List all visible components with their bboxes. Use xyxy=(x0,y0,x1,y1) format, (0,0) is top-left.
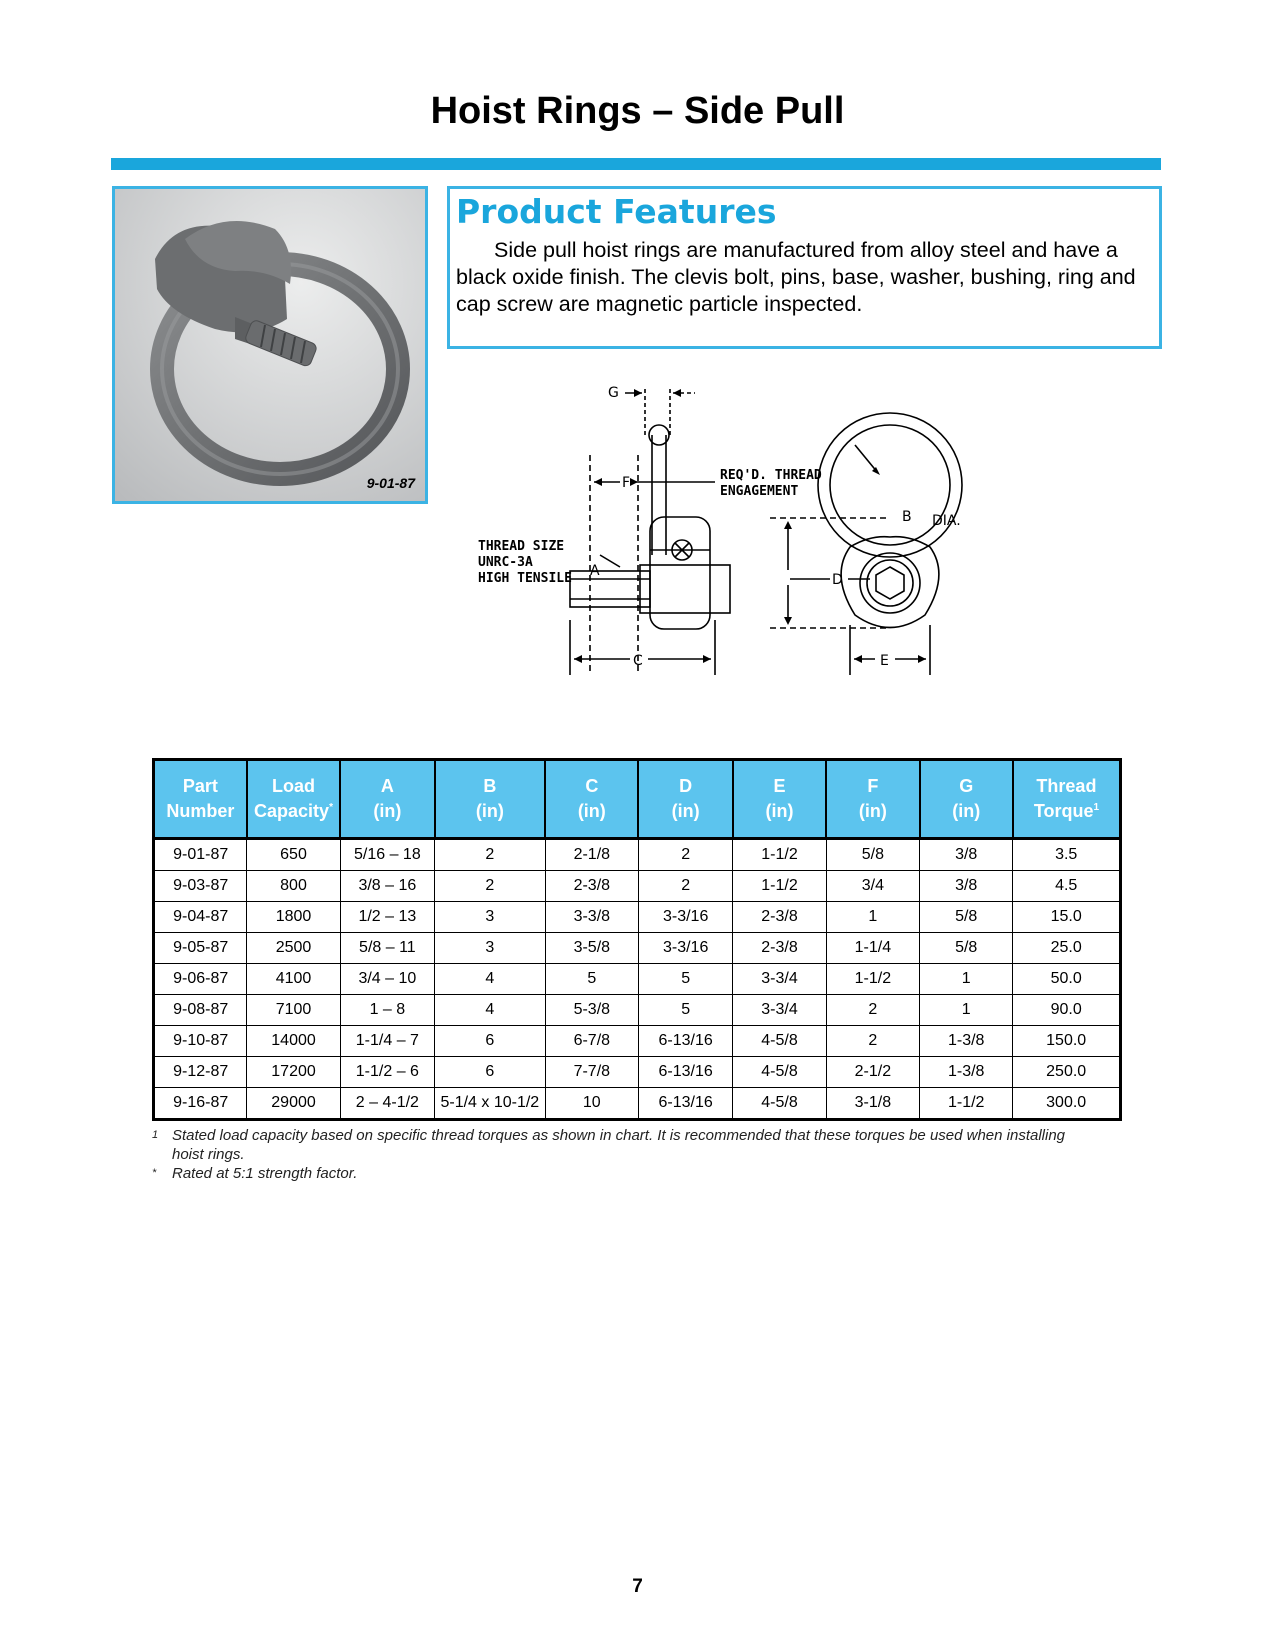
table-cell: 3-5/8 xyxy=(545,933,638,964)
label-e: E xyxy=(880,653,889,669)
header-b: B (in) xyxy=(435,760,546,839)
table-row xyxy=(154,902,1121,933)
table-cell: 5/16 – 18 xyxy=(340,839,434,871)
table-cell: 2500 xyxy=(247,933,340,964)
table-row xyxy=(154,964,1121,995)
table-cell: 14000 xyxy=(247,1026,340,1057)
table-cell: 1-1/4 xyxy=(826,933,919,964)
table-cell: 1-1/2 xyxy=(826,964,919,995)
table-cell: 3 xyxy=(435,933,546,964)
table-cell: 9-01-87 xyxy=(154,839,247,871)
table-cell: 15.0 xyxy=(1013,902,1121,933)
table-row xyxy=(154,871,1121,902)
table-cell: 2 xyxy=(826,1026,919,1057)
table-row xyxy=(154,839,1121,871)
table-cell: 2 xyxy=(435,839,546,871)
label-d: D xyxy=(832,572,843,588)
table-cell: 10 xyxy=(545,1088,638,1120)
table-cell: 3/8 xyxy=(920,871,1013,902)
table-cell: 3/4 xyxy=(826,871,919,902)
table-cell: 6-13/16 xyxy=(638,1057,732,1088)
label-thread-size-3: HIGH TENSILE xyxy=(478,571,572,586)
label-b: B xyxy=(902,509,912,525)
table-cell: 150.0 xyxy=(1013,1026,1121,1057)
table-cell: 2-3/8 xyxy=(733,933,826,964)
footnote-2: * Rated at 5:1 strength factor. xyxy=(152,1165,358,1182)
table-cell: 5/8 xyxy=(826,839,919,871)
table-cell: 2-3/8 xyxy=(733,902,826,933)
table-cell: 50.0 xyxy=(1013,964,1121,995)
hoist-ring-photo-illustration xyxy=(115,189,425,501)
table-cell: 5/8 – 11 xyxy=(340,933,434,964)
table-cell: 9-08-87 xyxy=(154,995,247,1026)
table-cell: 3-3/16 xyxy=(638,902,732,933)
header-load-capacity: Load Capacity* xyxy=(247,760,340,839)
table-cell: 1-1/4 – 7 xyxy=(340,1026,434,1057)
label-thread-engagement-1: REQ'D. THREAD xyxy=(720,468,822,483)
table-row xyxy=(154,1088,1121,1120)
page-number: 7 xyxy=(632,1576,643,1597)
table-body xyxy=(154,839,1121,1120)
table-cell: 9-16-87 xyxy=(154,1088,247,1120)
table-cell: 2 – 4-1/2 xyxy=(340,1088,434,1120)
table-cell: 250.0 xyxy=(1013,1057,1121,1088)
table-cell: 9-10-87 xyxy=(154,1026,247,1057)
header-e: E (in) xyxy=(733,760,826,839)
table-cell: 3-3/16 xyxy=(638,933,732,964)
table-cell: 2 xyxy=(638,839,732,871)
table-cell: 300.0 xyxy=(1013,1088,1121,1120)
features-text: Side pull hoist rings are manufactured from alloy steel and have a black oxide finish. The clevis bolt, pins, base, washer, bushing, ring and cap screw are magnetic particle inspected. xyxy=(456,238,1136,316)
photo-caption: 9-01-87 xyxy=(366,475,415,491)
label-dia: DIA. xyxy=(932,513,961,529)
label-c: C xyxy=(633,653,643,669)
table-cell: 1-1/2 xyxy=(733,839,826,871)
header-d: D (in) xyxy=(638,760,732,839)
table-cell: 4.5 xyxy=(1013,871,1121,902)
table-row xyxy=(154,995,1121,1026)
table-cell: 1 – 8 xyxy=(340,995,434,1026)
table-cell: 5-3/8 xyxy=(545,995,638,1026)
label-thread-size-1: THREAD SIZE xyxy=(478,539,565,554)
table-cell: 6 xyxy=(435,1026,546,1057)
table-cell: 1-1/2 xyxy=(733,871,826,902)
table-cell: 4100 xyxy=(247,964,340,995)
table-cell: 17200 xyxy=(247,1057,340,1088)
table-cell: 2 xyxy=(435,871,546,902)
table-cell: 6-13/16 xyxy=(638,1026,732,1057)
table-cell: 1 xyxy=(826,902,919,933)
table-cell: 800 xyxy=(247,871,340,902)
table-cell: 3/4 – 10 xyxy=(340,964,434,995)
table-cell: 9-04-87 xyxy=(154,902,247,933)
table-cell: 4 xyxy=(435,964,546,995)
table-cell: 3.5 xyxy=(1013,839,1121,871)
table-cell: 1-1/2 xyxy=(920,1088,1013,1120)
table-cell: 3 xyxy=(435,902,546,933)
table-cell: 3-3/4 xyxy=(733,995,826,1026)
table-cell: 1800 xyxy=(247,902,340,933)
table-cell: 4-5/8 xyxy=(733,1088,826,1120)
header-thread-torque: Thread Torque$^1$ xyxy=(1013,760,1121,839)
table-cell: 5/8 xyxy=(920,933,1013,964)
label-a: A xyxy=(590,563,600,579)
table-cell: 3/8 – 16 xyxy=(340,871,434,902)
table-cell: 9-03-87 xyxy=(154,871,247,902)
table-cell: 2 xyxy=(826,995,919,1026)
table-cell: 5 xyxy=(545,964,638,995)
table-cell: 7100 xyxy=(247,995,340,1026)
page-title: Hoist Rings – Side Pull xyxy=(430,90,845,132)
table-cell: 29000 xyxy=(247,1088,340,1120)
product-features-box xyxy=(447,186,1162,349)
table-cell: 1-3/8 xyxy=(920,1057,1013,1088)
table-cell: 2 xyxy=(638,871,732,902)
header-c: C (in) xyxy=(545,760,638,839)
header-g: G (in) xyxy=(920,760,1013,839)
table-cell: 5-1/4 x 10-1/2 xyxy=(435,1088,546,1120)
table-cell: 6 xyxy=(435,1057,546,1088)
table-cell: 4 xyxy=(435,995,546,1026)
table-row xyxy=(154,1026,1121,1057)
header-a: A (in) xyxy=(340,760,434,839)
table-cell: 7-7/8 xyxy=(545,1057,638,1088)
table-cell: 2-1/8 xyxy=(545,839,638,871)
footnote-1: 1 Stated load capacity based on specific thread torques as shown in chart. It is recommended that these torques be used when installing hoist rings. xyxy=(152,1127,1066,1163)
table-cell: 3-1/8 xyxy=(826,1088,919,1120)
product-photo xyxy=(112,186,428,504)
table-cell: 90.0 xyxy=(1013,995,1121,1026)
table-cell: 9-12-87 xyxy=(154,1057,247,1088)
table-cell: 2-3/8 xyxy=(545,871,638,902)
features-heading: Product Features xyxy=(456,192,777,231)
footnotes xyxy=(152,1126,1072,1183)
table-cell: 4-5/8 xyxy=(733,1057,826,1088)
table-cell: 3-3/8 xyxy=(545,902,638,933)
table-cell: 25.0 xyxy=(1013,933,1121,964)
table-row xyxy=(154,1057,1121,1088)
title-rule xyxy=(111,158,1161,170)
dimension-diagram xyxy=(470,375,970,715)
label-f: F xyxy=(622,475,631,491)
table-cell: 1 xyxy=(920,995,1013,1026)
table-header-row xyxy=(154,760,1121,839)
table-cell: 5 xyxy=(638,995,732,1026)
label-g: G xyxy=(608,385,619,401)
table-cell: 9-05-87 xyxy=(154,933,247,964)
label-thread-engagement-2: ENGAGEMENT xyxy=(720,484,799,499)
header-f: F (in) xyxy=(826,760,919,839)
table-cell: 5 xyxy=(638,964,732,995)
table-row xyxy=(154,933,1121,964)
label-thread-size-2: UNRC-3A xyxy=(478,555,533,570)
table-cell: 6-13/16 xyxy=(638,1088,732,1120)
table-cell: 6-7/8 xyxy=(545,1026,638,1057)
table-cell: 1-3/8 xyxy=(920,1026,1013,1057)
table-cell: 2-1/2 xyxy=(826,1057,919,1088)
table-cell: 1-1/2 – 6 xyxy=(340,1057,434,1088)
table-cell: 3/8 xyxy=(920,839,1013,871)
table-cell: 5/8 xyxy=(920,902,1013,933)
table-cell: 1 xyxy=(920,964,1013,995)
specifications-table xyxy=(152,758,1122,1121)
table-cell: 9-06-87 xyxy=(154,964,247,995)
header-part-number: Part Number xyxy=(154,760,247,839)
table-cell: 650 xyxy=(247,839,340,871)
table-cell: 1/2 – 13 xyxy=(340,902,434,933)
table-cell: 3-3/4 xyxy=(733,964,826,995)
table-cell: 4-5/8 xyxy=(733,1026,826,1057)
